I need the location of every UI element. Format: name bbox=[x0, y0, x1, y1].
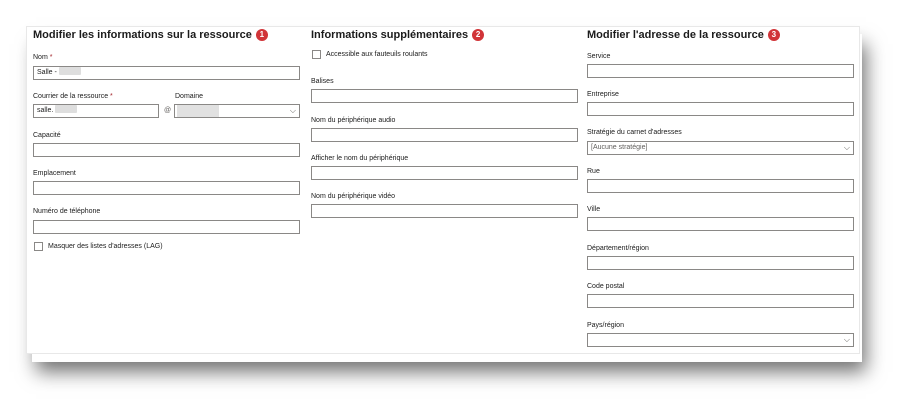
wheelchair-checkbox[interactable] bbox=[312, 50, 321, 59]
street-input[interactable] bbox=[587, 179, 854, 193]
hide-lag-checkbox[interactable] bbox=[34, 242, 43, 251]
service-input[interactable] bbox=[587, 64, 854, 78]
at-symbol: @ bbox=[164, 107, 172, 114]
chevron-down-icon: ⌵ bbox=[289, 106, 296, 115]
step-badge: 1 bbox=[256, 29, 268, 41]
company-input[interactable] bbox=[587, 102, 854, 116]
name-label: Nom * bbox=[33, 54, 53, 61]
chevron-down-icon: ⌵ bbox=[843, 143, 850, 152]
company-label: Entreprise bbox=[587, 91, 619, 98]
audio-device-label: Nom du périphérique audio bbox=[311, 117, 396, 124]
video-device-label: Nom du périphérique vidéo bbox=[311, 193, 396, 200]
section-title: Informations supplémentaires 2 bbox=[311, 29, 484, 41]
domain-dropdown[interactable] bbox=[174, 104, 300, 118]
redacted-text bbox=[177, 105, 219, 117]
audio-device-input[interactable] bbox=[311, 128, 578, 142]
capacity-input[interactable] bbox=[33, 143, 300, 157]
redacted-text bbox=[55, 105, 77, 113]
display-device-input[interactable] bbox=[311, 166, 578, 180]
state-input[interactable] bbox=[587, 256, 854, 270]
state-label: Département/région bbox=[587, 245, 649, 252]
city-label: Ville bbox=[587, 206, 601, 213]
step-badge: 3 bbox=[768, 29, 780, 41]
section-title: Modifier les informations sur la ressource 1 bbox=[33, 29, 268, 41]
redacted-text bbox=[59, 67, 81, 75]
postal-code-input[interactable] bbox=[587, 294, 854, 308]
hide-lag-label: Masquer des listes d'adresses (LAG) bbox=[48, 243, 163, 250]
display-device-label: Afficher le nom du périphérique bbox=[311, 155, 409, 162]
tags-label: Balises bbox=[311, 78, 334, 85]
street-label: Rue bbox=[587, 168, 600, 175]
step-badge: 2 bbox=[472, 29, 484, 41]
name-input[interactable]: Salle - bbox=[33, 66, 300, 80]
tags-input[interactable] bbox=[311, 89, 578, 103]
resource-edit-panel bbox=[26, 26, 860, 354]
address-policy-dropdown[interactable]: [Aucune stratégie] ⌵ bbox=[587, 141, 854, 155]
country-label: Pays/région bbox=[587, 322, 624, 329]
email-label: Courrier de la ressource * bbox=[33, 93, 113, 100]
video-device-input[interactable] bbox=[311, 204, 578, 218]
phone-label: Numéro de téléphone bbox=[33, 208, 101, 215]
section-title: Modifier l'adresse de la ressource 3 bbox=[587, 29, 780, 41]
location-input[interactable] bbox=[33, 181, 300, 195]
country-dropdown[interactable] bbox=[587, 333, 854, 347]
email-input[interactable]: salle. bbox=[33, 104, 159, 118]
service-label: Service bbox=[587, 53, 611, 60]
phone-input[interactable] bbox=[33, 220, 300, 234]
chevron-down-icon: ⌵ bbox=[843, 335, 850, 344]
capacity-label: Capacité bbox=[33, 132, 61, 139]
wheelchair-label: Accessible aux fauteuils roulants bbox=[326, 51, 428, 58]
location-label: Emplacement bbox=[33, 170, 76, 177]
address-policy-label: Stratégie du carnet d'adresses bbox=[587, 129, 682, 136]
postal-code-label: Code postal bbox=[587, 283, 625, 290]
domain-label: Domaine bbox=[175, 93, 204, 100]
city-input[interactable] bbox=[587, 217, 854, 231]
